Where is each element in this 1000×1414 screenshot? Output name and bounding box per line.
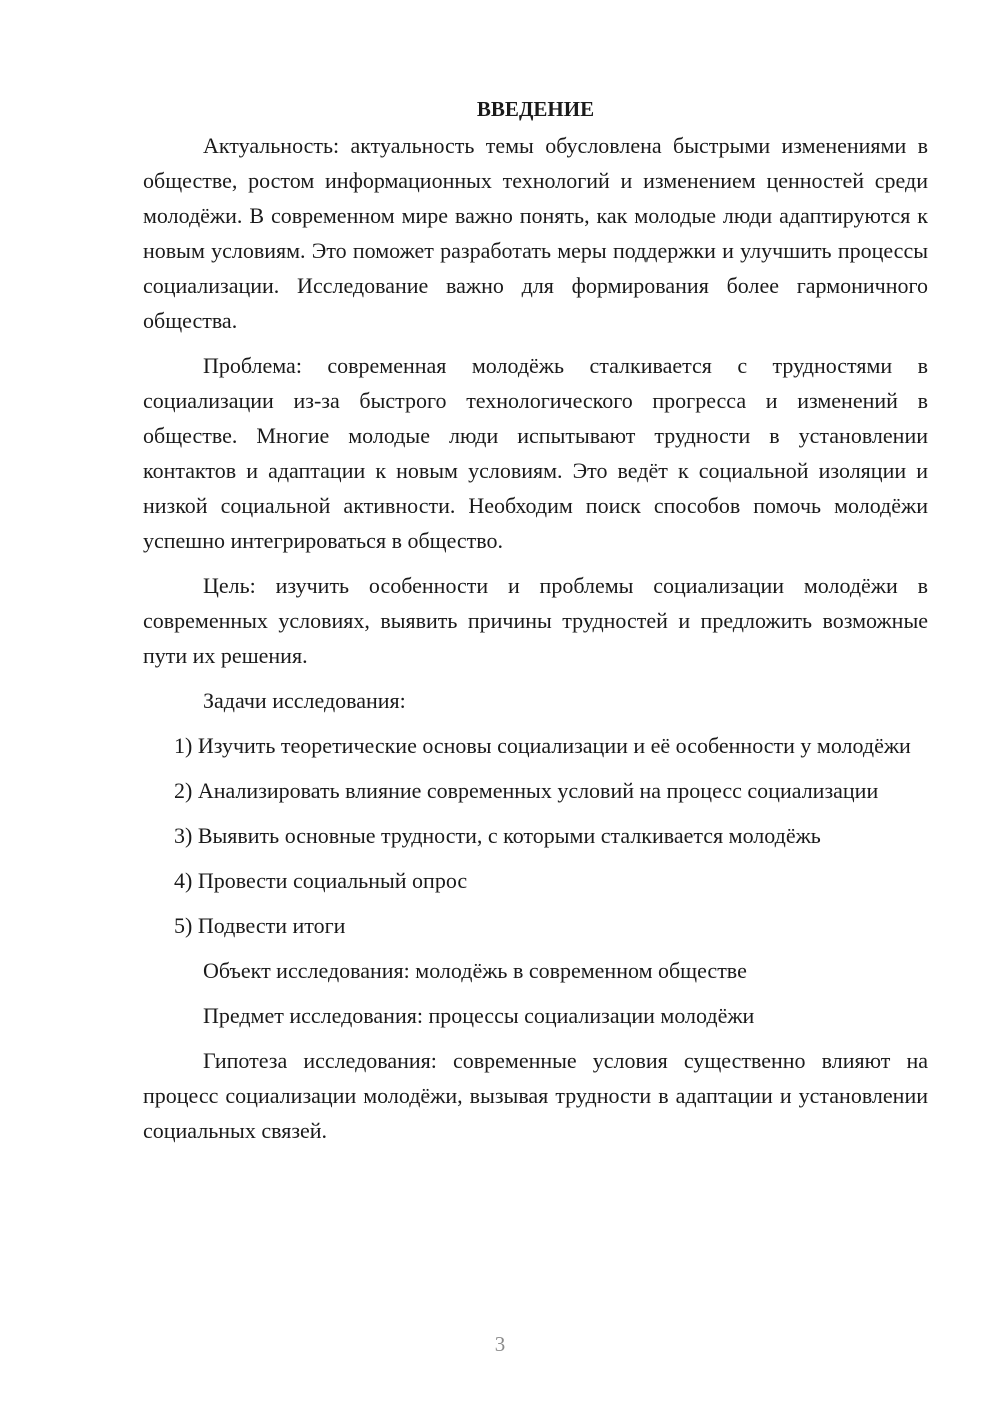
object-paragraph: Объект исследования: молодёжь в современном обществе	[203, 958, 747, 983]
list-item: 5) Подвести итоги	[174, 913, 346, 938]
list-item: 1) Изучить теоретические основы социализации и её особенности у молодёжи	[174, 733, 911, 758]
page-number: 3	[494, 1332, 506, 1356]
document-page	[143, 92, 928, 1158]
list-item: 2) Анализировать влияние современных условий на процесс социализации	[174, 778, 879, 803]
tasks-list	[143, 728, 928, 943]
relevance-paragraph: Актуальность: актуальность темы обусловлена быстрыми изменениями в обществе, ростом информационных технологий и изменением ценностей среди молодёжи. В современном мире важно понять, как молодые люди адаптируются к новым условиям. Это поможет разработать меры поддержки и улучшить процессы социализации. Исследование важно для формирования более гармоничного общества.	[143, 133, 928, 333]
page-title: ВВЕДЕНИЕ	[476, 97, 595, 121]
goal-paragraph: Цель: изучить особенности и проблемы социализации молодёжи в современных условиях, выявить причины трудностей и предложить возможные пути их решения.	[143, 573, 928, 668]
subject-paragraph: Предмет исследования: процессы социализации молодёжи	[203, 1003, 755, 1028]
hypothesis-paragraph: Гипотеза исследования: современные условия существенно влияют на процесс социализации молодёжи, вызывая трудности в адаптации и установлении социальных связей.	[143, 1048, 928, 1143]
tasks-heading: Задачи исследования:	[203, 688, 406, 713]
list-item: 3) Выявить основные трудности, с которыми сталкивается молодёжь	[174, 823, 821, 848]
list-item: 4) Провести социальный опрос	[174, 868, 468, 893]
problem-paragraph: Проблема: современная молодёжь сталкивается с трудностями в социализации из-за быстрого технологического прогресса и изменений в обществе. Многие молодые люди испытывают трудности в установлении контактов и адаптации к новым условиям. Это ведёт к социальной изоляции и низкой социальной активности. Необходим поиск способов помочь молодёжи успешно интегрироваться в общество.	[143, 353, 928, 553]
